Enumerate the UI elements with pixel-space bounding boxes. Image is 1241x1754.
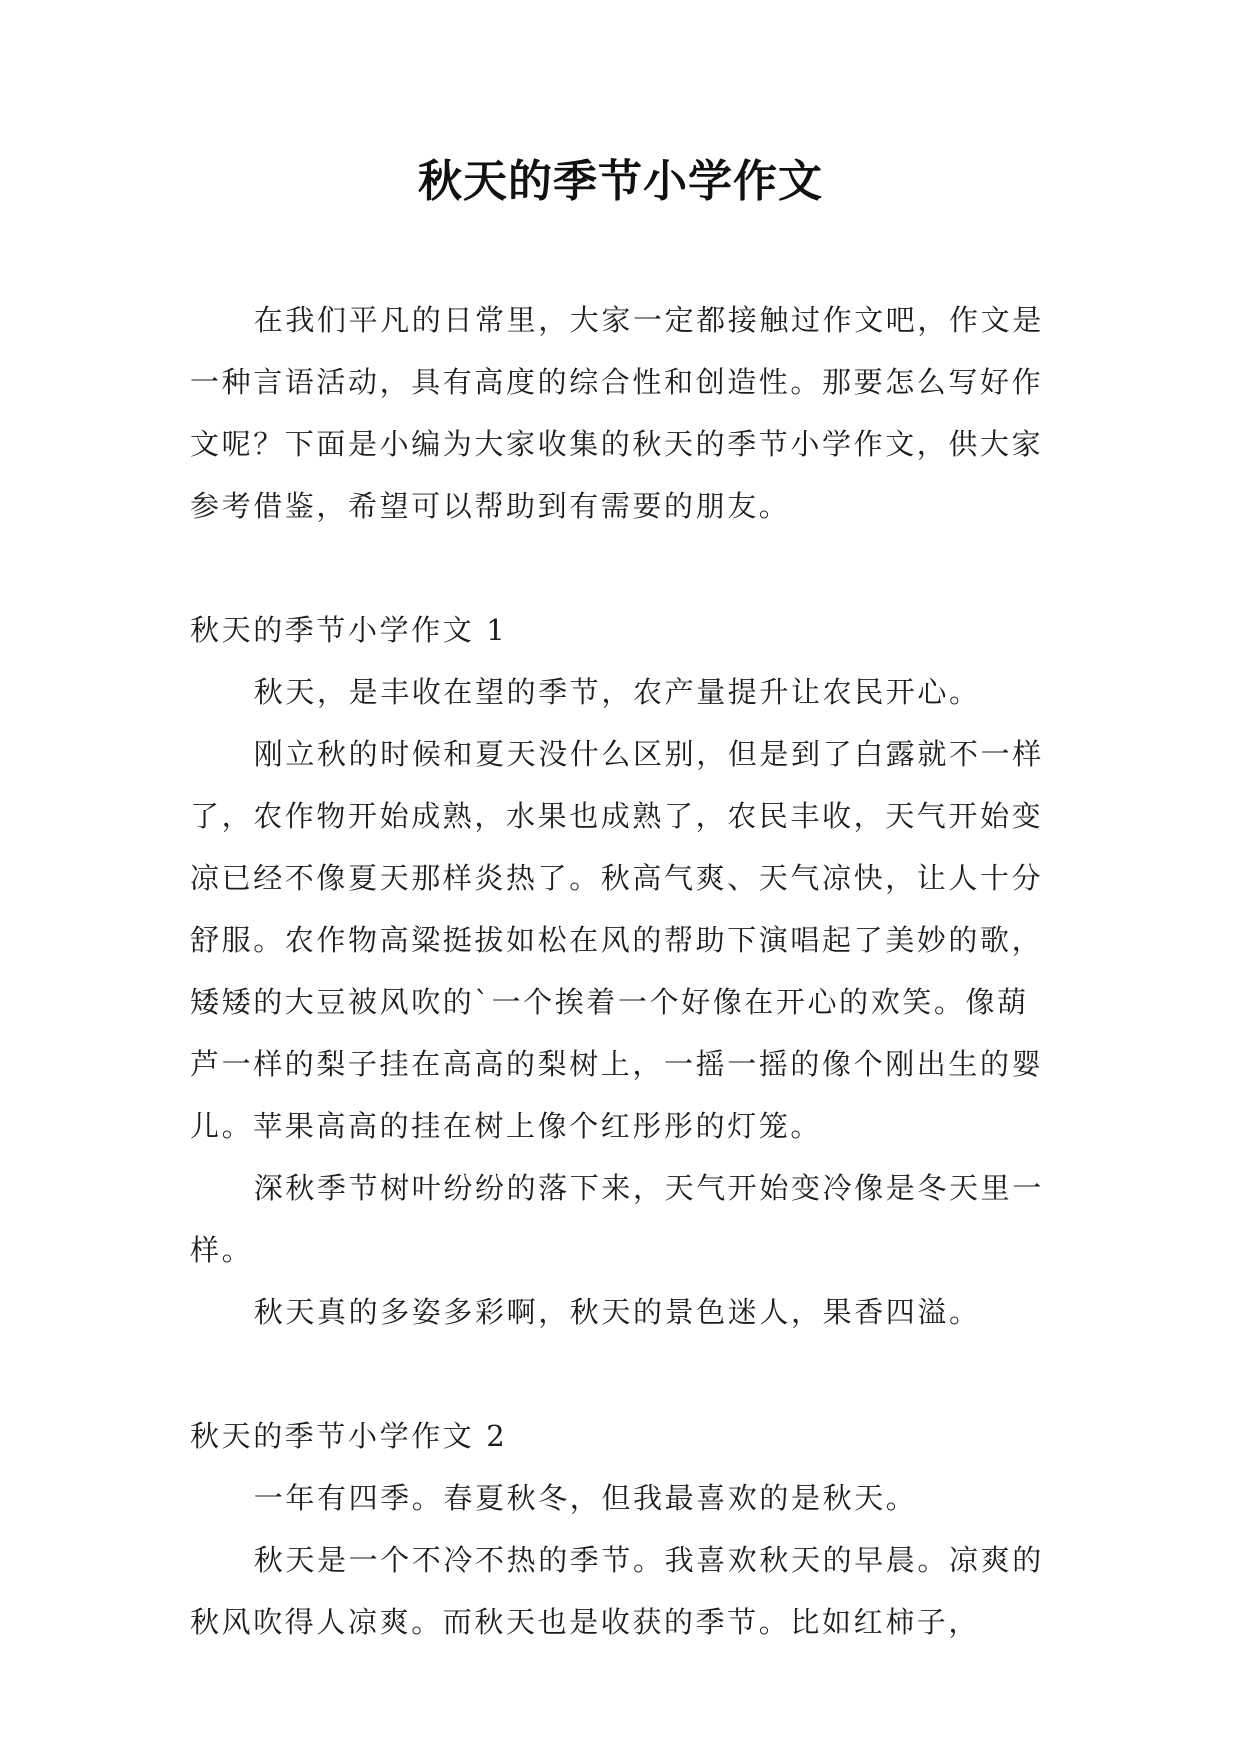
intro-paragraph: 在我们平凡的日常里，大家一定都接触过作文吧，作文是一种言语活动，具有高度的综合性和创造性。那要怎么写好作文呢？下面是小编为大家收集的秋天的季节小学作文，供大家参考借鉴，希望可以帮助到有需要的朋友。: [190, 303, 1044, 523]
document-title: 秋天的季节小学作文: [418, 156, 823, 207]
document-body: [190, 289, 1050, 1653]
section-2-paragraph-2: 秋天是一个不冷不热的季节。我喜欢秋天的早晨。凉爽的秋风吹得人凉爽。而秋天也是收获的季节。比如红柿子，: [190, 1543, 1044, 1639]
section-1-paragraph-2: 刚立秋的时候和夏天没什么区别，但是到了白露就不一样了，农作物开始成熟，水果也成熟了，农民丰收，天气开始变凉已经不像夏天那样炎热了。秋高气爽、天气凉快，让人十分舒服。农作物高粱挺拔如松在风的帮助下演唱起了美妙的歌，矮矮的大豆被风吹的`一个挨着一个好像在开心的欢笑。像葫芦一样的梨子挂在高高的梨树上，一摇一摇的像个刚出生的婴儿。苹果高高的挂在树上像个红彤彤的灯笼。: [190, 737, 1044, 1143]
section-1-paragraph-1: 秋天，是丰收在望的季节，农产量提升让农民开心。: [253, 675, 981, 709]
section-1-paragraph-4: 秋天真的多姿多彩啊，秋天的景色迷人，果香四溢。: [253, 1295, 981, 1329]
section-heading-2: 秋天的季节小学作文 2: [190, 1419, 508, 1453]
section-1-paragraph-3: 深秋季节树叶纷纷的落下来，天气开始变冷像是冬天里一样。: [190, 1171, 1044, 1267]
section-2-paragraph-1: 一年有四季。春夏秋冬，但我最喜欢的是秋天。: [253, 1481, 918, 1515]
section-heading-1: 秋天的季节小学作文 1: [190, 613, 508, 647]
